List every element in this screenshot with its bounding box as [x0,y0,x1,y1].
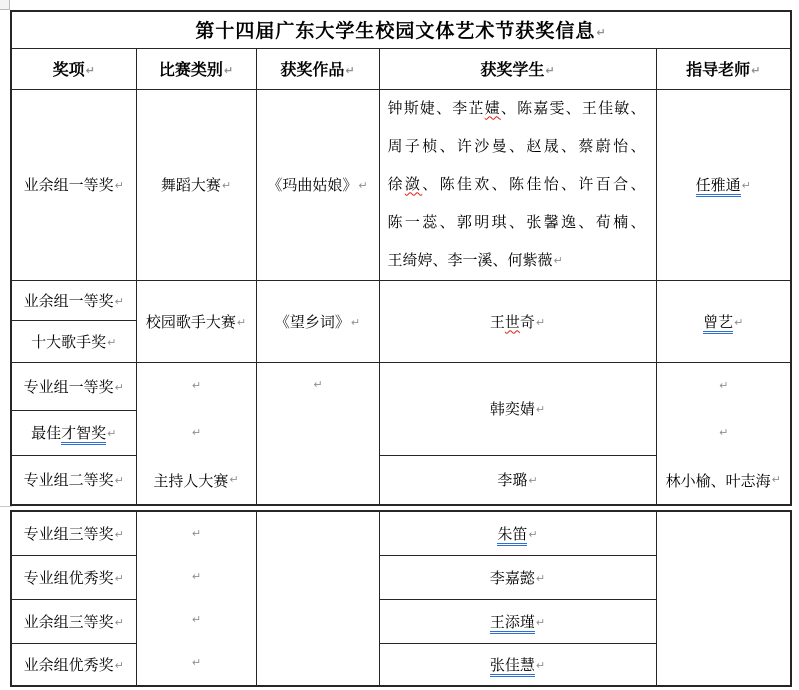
return-mark-icon: ↵ [114,527,124,541]
teacher-paragraph: 林小榆、叶志海 ↵ [665,472,781,490]
empty-paragraph [137,556,256,599]
student-name: 朱笛 [497,527,527,546]
misspell-squiggle: 世 [504,314,520,331]
cell-student-b3 [379,599,656,643]
student-name: 李嘉懿 [489,570,535,587]
cell-award-r2b: 十大歌手奖↵ [11,320,136,362]
return-mark-icon: ↵ [528,474,538,488]
return-mark-icon: ↵ [114,658,124,672]
return-mark-icon: ↵ [535,571,546,585]
empty-paragraph [137,410,256,457]
empty-paragraph [137,513,256,556]
return-mark-icon: ↵ [751,64,761,77]
return-mark-icon: ↵ [719,425,729,439]
cell-teacher-b-merged [656,511,791,686]
return-mark-icon: ↵ [114,571,124,585]
return-mark-icon: ↵ [221,179,232,192]
empty-paragraph [657,363,791,410]
cell-work-r3-merged [256,362,379,505]
cell-award-r3: 专业组一等奖↵ [11,362,136,410]
student-line: 周子桢、许沙曼、赵晟、蔡蔚怡、 [387,138,646,155]
return-mark-icon: ↵ [236,315,247,329]
category-paragraph: 主持人大赛 ↵ [153,472,239,490]
page-title: 第十四届广东大学生校园文体艺术节获奖信息 [195,21,596,43]
cell-award-r5: 专业组二等奖↵ [11,455,136,504]
cell-award-r1: 业余组一等奖↵ [11,89,136,280]
table-title-cell [11,11,791,48]
return-mark-icon: ↵ [114,294,124,308]
cell-student-r2: 王世奇↵ [379,280,656,362]
return-mark-icon: ↵ [741,179,751,192]
teacher-name: 任雅通 [696,178,741,197]
cell-student-b1 [379,511,656,555]
return-mark-icon: ↵ [535,315,546,329]
header-award: 奖项↵ [11,48,136,89]
return-mark-icon: ↵ [345,64,355,77]
empty-paragraph [137,599,256,642]
cell-work-b-merged [256,511,379,686]
header-teacher: 指导老师↵ [656,48,791,89]
return-mark-icon: ↵ [114,179,124,192]
header-category: 比赛类别↵ [136,48,256,89]
return-mark-icon: ↵ [191,655,202,669]
return-mark-icon: ↵ [771,472,781,486]
cell-category-b-merged [136,511,256,686]
empty-paragraph [137,363,256,410]
return-mark-icon: ↵ [114,474,124,488]
return-mark-icon: ↵ [85,64,95,77]
student-name: 王添瑾 [490,615,535,634]
return-mark-icon: ↵ [114,380,124,394]
return-mark-icon: ↵ [535,658,546,672]
student-name: 张佳慧 [490,658,535,677]
return-mark-icon: ↵ [553,253,563,267]
cell-students-r1 [379,89,656,280]
cell-student-r3b: 李璐↵ [379,455,656,504]
table-move-handle [0,0,10,10]
return-mark-icon: ↵ [358,179,368,192]
cell-award-r2a: 业余组一等奖↵ [11,280,136,320]
return-mark-icon: ↵ [719,378,729,392]
return-mark-icon: ↵ [350,315,361,329]
paragraph-gap-mark [0,506,12,507]
cell-student-b4 [379,643,656,686]
misspell-squiggle: 潋 [404,176,423,193]
teacher-name: 曾艺 [703,315,733,334]
misspell-squiggle: 嫿 [484,100,501,117]
student-line: 陈一蕊、郭明琪、张馨逸、荀楠、 [387,214,646,231]
empty-paragraph [137,642,256,685]
cell-award-b4: 业余组优秀奖↵ [11,643,136,686]
cell-award-r4: 最佳才智奖↵ [11,410,136,455]
return-mark-icon: ↵ [545,64,555,77]
return-mark-icon: ↵ [191,526,202,540]
cell-work-r2: 《望乡词》↵ [256,280,379,362]
cell-category-r2: 校园歌手大赛↵ [136,280,256,362]
return-mark-icon: ↵ [107,335,117,349]
return-mark-icon: ↵ [535,403,546,417]
empty-paragraph [257,377,379,394]
return-mark-icon: ↵ [191,425,202,439]
return-mark-icon: ↵ [223,64,234,77]
return-mark-icon: ↵ [535,615,546,629]
cell-student-r3a: 韩奕婧↵ [379,362,656,455]
return-mark-icon: ↵ [114,615,124,629]
return-mark-icon: ↵ [734,315,744,329]
header-work: 获奖作品↵ [256,48,379,89]
student-line: 徐潋、陈佳欢、陈佳怡、许百合、 [387,176,646,193]
student-line: 钟斯婕、李芷嫿、陈嘉雯、王佳敏、 [387,100,646,117]
cell-award-b2: 专业组优秀奖↵ [11,555,136,599]
cell-category-r1: 舞蹈大赛↵ [136,89,256,280]
awards-table-lower [10,510,792,687]
cell-teacher-r1 [656,89,791,280]
return-mark-icon: ↵ [313,377,323,391]
return-mark-icon: ↵ [191,612,202,626]
format-underline: 才智奖 [61,426,106,445]
cell-category-r3-merged [136,362,256,505]
return-mark-icon: ↵ [229,472,239,486]
cell-work-r1: 《玛曲姑娘》↵ [256,89,379,280]
cell-student-b2 [379,555,656,599]
cell-teacher-r3-merged [656,362,791,505]
awards-table-upper [10,10,792,506]
return-mark-icon: ↵ [596,26,607,40]
return-mark-icon: ↵ [528,527,538,541]
header-students: 获奖学生↵ [379,48,656,89]
empty-paragraph [657,410,791,457]
student-line: 王绮婷、李一溪、何紫薇↵ [387,252,563,269]
cell-award-b3: 业余组三等奖↵ [11,599,136,643]
cell-award-b1: 专业组三等奖↵ [11,511,136,555]
return-mark-icon: ↵ [191,569,202,583]
return-mark-icon: ↵ [191,378,202,392]
cell-teacher-r2 [656,280,791,362]
return-mark-icon: ↵ [107,427,117,441]
